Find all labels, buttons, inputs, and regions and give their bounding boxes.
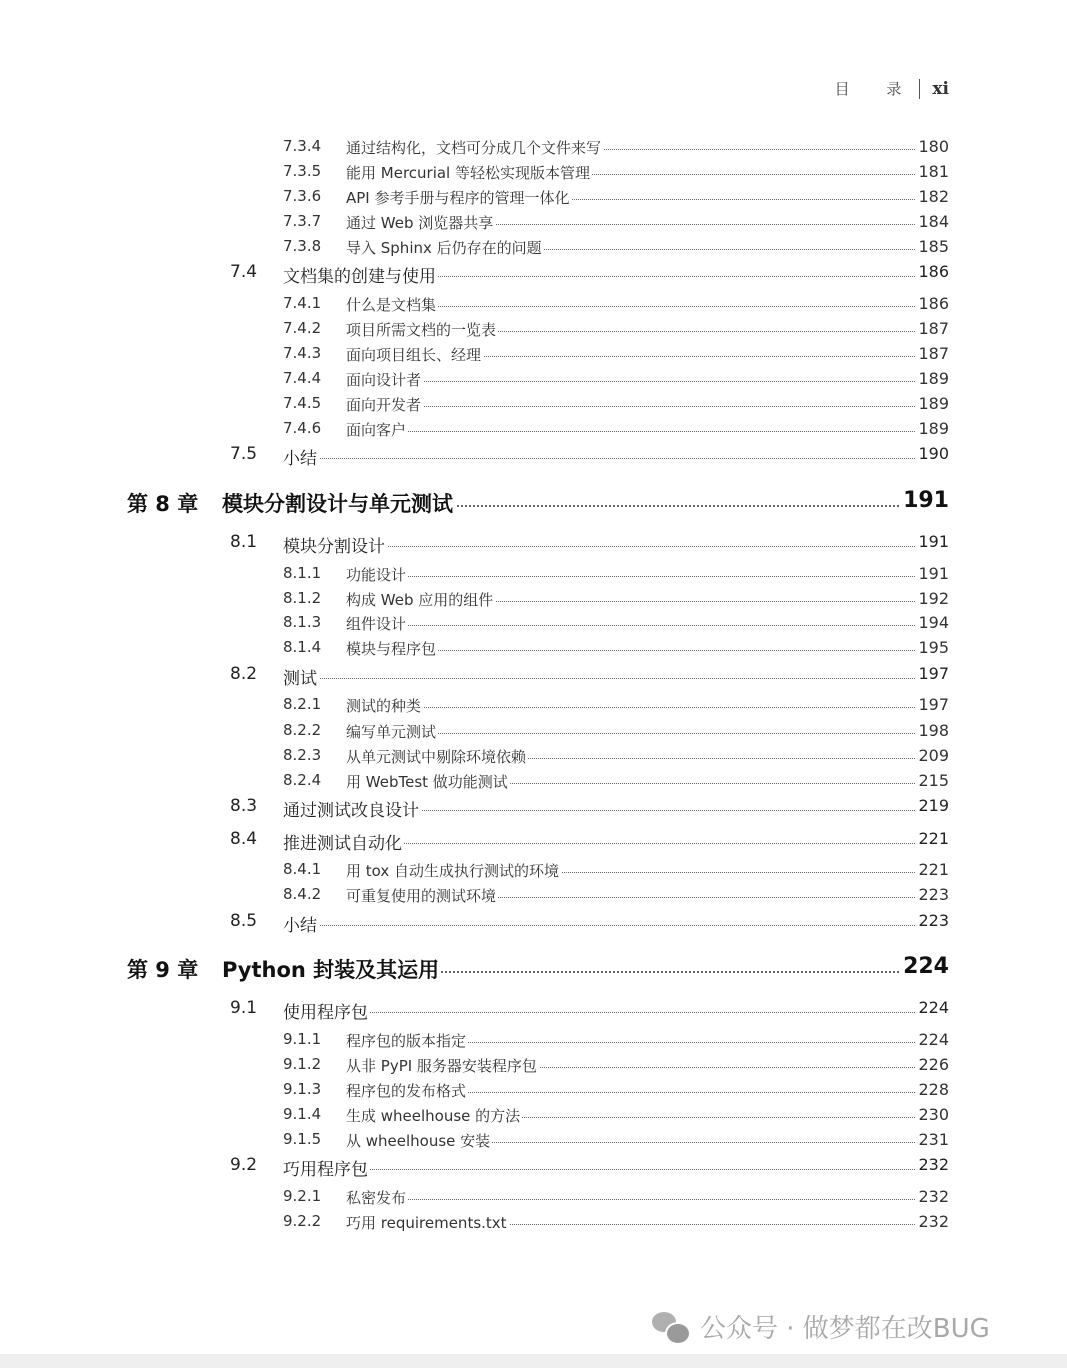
entry-title: 模块分割设计 (283, 532, 387, 557)
entry-page: 181 (918, 162, 949, 181)
entry-title: 小结 (283, 911, 319, 936)
entry-page: 223 (918, 911, 949, 930)
entry-page: 197 (918, 695, 949, 714)
entry-title: 可重复使用的测试环境 (346, 887, 497, 905)
entry-title: 用 tox 自动生成执行测试的环境 (346, 862, 560, 880)
entry-page: 197 (918, 664, 949, 683)
entry-number: 9.2 (230, 1155, 258, 1175)
page-header (835, 78, 949, 99)
watermark (652, 1308, 990, 1345)
entry-title: 从 wheelhouse 安装 (346, 1132, 491, 1150)
entry-number: 8.2.2 (283, 721, 322, 739)
entry-title: 面向项目组长、经理 (346, 346, 482, 364)
entry-page: 189 (918, 394, 949, 413)
entry-number: 7.5 (230, 444, 258, 464)
entry-title: 面向设计者 (346, 371, 422, 389)
entry-title: 测试 (283, 664, 319, 689)
entry-number: 9.2.1 (283, 1187, 322, 1205)
entry-title: 能用 Mercurial 等轻松实现版本管理 (346, 164, 590, 182)
entry-title: 项目所需文档的一览表 (346, 321, 497, 339)
entry-title: 文档集的创建与使用 (283, 262, 438, 287)
entry-title: 生成 wheelhouse 的方法 (346, 1107, 521, 1125)
entry-page: 230 (918, 1105, 949, 1124)
entry-title: 通过 Web 浏览器共享 (346, 214, 494, 232)
entry-page: 195 (918, 638, 949, 657)
entry-title: 从单元测试中剔除环境依赖 (346, 748, 527, 766)
entry-page: 191 (918, 532, 949, 551)
leader-dots (283, 678, 917, 679)
entry-number: 7.4 (230, 262, 258, 282)
entry-page: 191 (903, 488, 949, 513)
entry-title: 通过测试改良设计 (283, 796, 421, 821)
entry-number: 9.1 (230, 998, 258, 1018)
entry-title: 编写单元测试 (346, 723, 437, 741)
entry-page: 186 (918, 262, 949, 281)
entry-number: 9.1.4 (283, 1105, 322, 1123)
entry-number: 8.4 (230, 829, 258, 849)
entry-page: 191 (918, 564, 949, 583)
entry-page: 198 (918, 721, 949, 740)
header-divider (919, 79, 920, 99)
entry-page: 223 (918, 885, 949, 904)
entry-title: 面向客户 (346, 421, 407, 439)
entry-number: 7.4.3 (283, 344, 322, 362)
leader-dots (283, 1012, 917, 1013)
bottom-bar (0, 1354, 1067, 1368)
entry-page: 209 (918, 746, 949, 765)
entry-number: 8.4.1 (283, 860, 322, 878)
leader-dots (283, 458, 917, 459)
entry-number: 9.2.2 (283, 1212, 322, 1230)
entry-page: 192 (918, 589, 949, 608)
entry-number: 8.1.3 (283, 613, 322, 631)
entry-page: 187 (918, 319, 949, 338)
entry-title: API 参考手册与程序的管理一体化 (346, 189, 570, 207)
entry-title: 测试的种类 (346, 697, 422, 715)
entry-page: 221 (918, 829, 949, 848)
wechat-icon (652, 1310, 690, 1344)
entry-page: 187 (918, 344, 949, 363)
entry-page: 232 (918, 1155, 949, 1174)
entry-page: 194 (918, 613, 949, 632)
entry-number: 8.2.3 (283, 746, 322, 764)
entry-page: 232 (918, 1187, 949, 1206)
leader-dots (283, 1169, 917, 1170)
entry-number: 8.1.4 (283, 638, 322, 656)
entry-page: 228 (918, 1080, 949, 1099)
entry-page: 219 (918, 796, 949, 815)
entry-number: 7.4.4 (283, 369, 322, 387)
entry-number: 8.4.2 (283, 885, 322, 903)
entry-title: 私密发布 (346, 1189, 407, 1207)
entry-number: 7.4.2 (283, 319, 322, 337)
entry-title: 程序包的发布格式 (346, 1082, 467, 1100)
entry-page: 185 (918, 237, 949, 256)
entry-number: 8.5 (230, 911, 258, 931)
entry-title: 功能设计 (346, 566, 407, 584)
leader-dots (346, 576, 917, 577)
entry-title: 什么是文档集 (346, 296, 437, 314)
entry-number: 8.1.1 (283, 564, 322, 582)
entry-title: 模块与程序包 (346, 640, 437, 658)
entry-number: 8.2.4 (283, 771, 322, 789)
entry-number: 8.2 (230, 664, 258, 684)
entry-number: 9.1.5 (283, 1130, 322, 1148)
entry-number: 8.1 (230, 532, 258, 552)
entry-title: 程序包的版本指定 (346, 1032, 467, 1050)
entry-page: 180 (918, 137, 949, 156)
entry-title: 巧用 requirements.txt (346, 1214, 507, 1232)
header-title: 目 录 (834, 80, 918, 98)
entry-page: 231 (918, 1130, 949, 1149)
leader-dots (346, 707, 917, 708)
entry-number: 7.4.6 (283, 419, 322, 437)
leader-dots (346, 406, 917, 407)
entry-title: 模块分割设计与单元测试 (222, 488, 455, 518)
watermark-text: 公众号 · 做梦都在改BUG (700, 1314, 990, 1344)
entry-title: 小结 (283, 444, 319, 469)
entry-page: 224 (918, 1030, 949, 1049)
entry-title: 构成 Web 应用的组件 (346, 591, 494, 609)
entry-title: 从非 PyPI 服务器安装程序包 (346, 1057, 537, 1075)
entry-number: 9.1.2 (283, 1055, 322, 1073)
leader-dots (346, 431, 917, 432)
entry-number: 7.3.7 (283, 212, 322, 230)
entry-title: 推进测试自动化 (283, 829, 404, 854)
entry-page: 221 (918, 860, 949, 879)
entry-title: 面向开发者 (346, 396, 422, 414)
leader-dots (346, 381, 917, 382)
entry-title: 使用程序包 (283, 998, 370, 1023)
leader-dots (346, 625, 917, 626)
entry-page: 186 (918, 294, 949, 313)
entry-page: 215 (918, 771, 949, 790)
entry-number: 第 9 章 (127, 958, 199, 982)
entry-number: 9.1.3 (283, 1080, 322, 1098)
entry-title: 导入 Sphinx 后仍存在的问题 (346, 239, 542, 257)
entry-page: 226 (918, 1055, 949, 1074)
entry-number: 7.3.8 (283, 237, 322, 255)
entry-page: 189 (918, 369, 949, 388)
entry-page: 232 (918, 1212, 949, 1231)
header-page-number: xi (932, 78, 949, 99)
entry-number: 7.3.6 (283, 187, 322, 205)
entry-page: 182 (918, 187, 949, 206)
entry-title: 通过结构化，文档可分成几个文件来写 (346, 139, 602, 157)
entry-title: 用 WebTest 做功能测试 (346, 773, 508, 791)
entry-number: 8.3 (230, 796, 258, 816)
entry-number: 7.3.4 (283, 137, 322, 155)
entry-page: 224 (918, 998, 949, 1017)
leader-dots (346, 1199, 917, 1200)
entry-title: 组件设计 (346, 615, 407, 633)
entry-number: 第 8 章 (127, 492, 199, 516)
entry-number: 9.1.1 (283, 1030, 322, 1048)
entry-number: 7.4.1 (283, 294, 322, 312)
entry-number: 8.2.1 (283, 695, 322, 713)
entry-number: 7.4.5 (283, 394, 322, 412)
entry-number: 7.3.5 (283, 162, 322, 180)
leader-dots (283, 925, 917, 926)
entry-title: Python 封装及其运用 (222, 954, 441, 984)
entry-page: 224 (903, 954, 949, 979)
entry-title: 巧用程序包 (283, 1155, 370, 1180)
entry-page: 189 (918, 419, 949, 438)
entry-page: 190 (918, 444, 949, 463)
entry-number: 8.1.2 (283, 589, 322, 607)
entry-page: 184 (918, 212, 949, 231)
